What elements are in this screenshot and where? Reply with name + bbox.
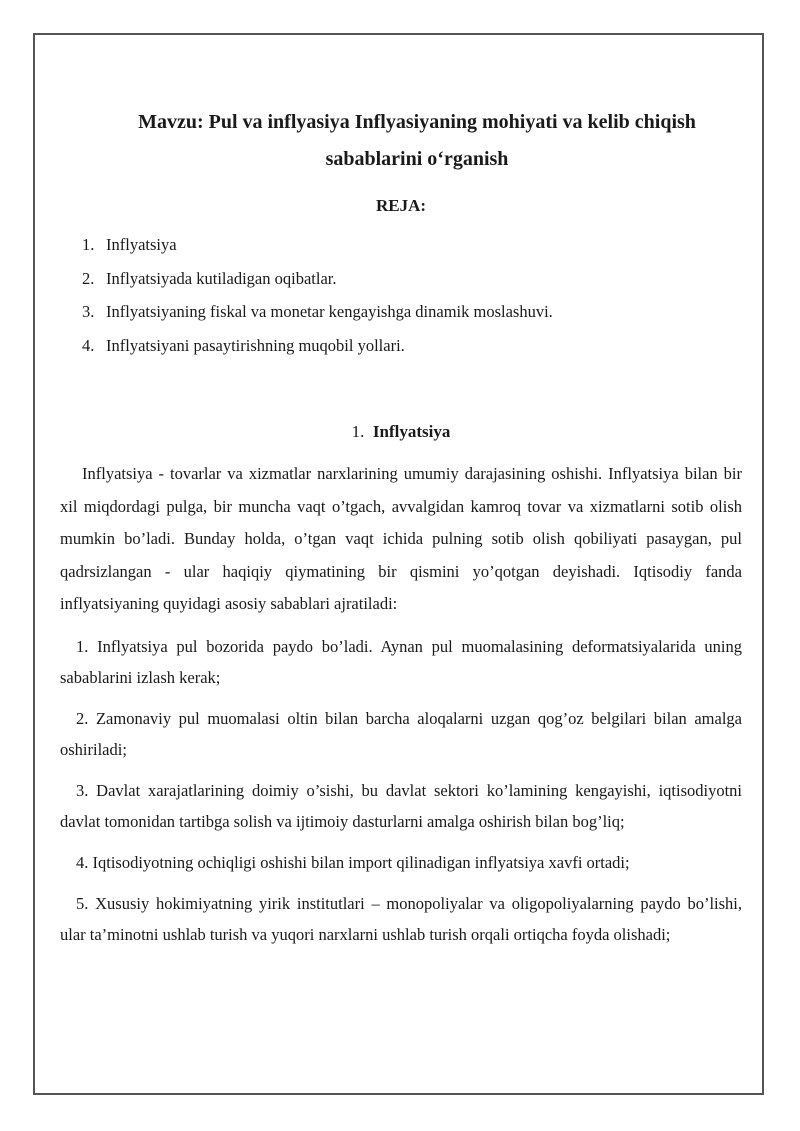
plan-item-text: Inflyatsiyani pasaytirishning muqobil yollari. (106, 335, 405, 355)
cause-paragraph: 1. Inflyatsiya pul bozorida paydo bo’ladi. Aynan pul muomalasining deformatsiyalarida uning sabablarini izlash kerak; (60, 636, 742, 687)
cause-paragraph: 2. Zamonaviy pul muomalasi oltin bilan barcha aloqalarni uzgan qog’oz belgilari bilan amalga oshiriladi; (60, 708, 742, 759)
plan-item (82, 228, 742, 262)
plan-item-number: 3. (82, 302, 95, 321)
plan-item-text: Inflyatsiyada kutiladigan oqibatlar. (106, 268, 337, 288)
document-body (60, 104, 742, 950)
plan-heading: REJA: (375, 196, 427, 215)
section-heading-text: Inflyatsiya (372, 422, 451, 441)
cause-paragraph: 3. Davlat xarajatlarining doimiy o’sishi, bu davlat sektori ko’lamining kengayishi, iqtisodiyotni davlat tomonidan tartibga solish va ijtimoiy dasturlarni amalga oshirish bilan bog’liq; (60, 780, 742, 831)
cause-paragraph: 5. Xususiy hokimiyatning yirik institutlari – monopoliyalar va oligopoliyalarning paydo bo’lishi, ular ta’minotni ushlab turish va yuqori narxlarni ushlab turish orqali ortiqcha foyda olishadi; (60, 893, 742, 944)
plan-item (82, 295, 742, 329)
plan-item-text: Inflyatsiya (106, 235, 177, 254)
section-heading (60, 420, 742, 444)
plan-item-text: Inflyatsiyaning fiskal va monetar kengayishga dinamik moslashuvi. (106, 302, 553, 321)
plan-item (82, 262, 742, 296)
plan-item-number: 4. (82, 335, 95, 355)
cause-paragraph: 4. Iqtisodiyotning ochiqligi oshishi bilan import qilinadigan inflyatsiya xavfi ortadi; (76, 852, 630, 872)
plan-item-number: 1. (82, 235, 95, 254)
section-heading-number: 1. (351, 422, 365, 441)
plan-list (60, 228, 742, 362)
document-title: Mavzu: Pul va inflyasiya Inflyasiyaning mohiyati va kelib chiqish sabablarini o‘rganish (138, 111, 696, 170)
plan-item-number: 2. (82, 268, 95, 288)
intro-paragraph: Inflyatsiya - tovarlar va xizmatlar narxlarining umumiy darajasining oshishi. Inflyatsiya bilan bir xil miqdordagi pulga, bir muncha vaqt o’tgach, avvalgidan kamroq tovar va xizmatlarni sotib olish mumkin bo’ladi. Bunday holda, o’tgan vaqt ichida pulning sotib olish qobiliyati pasaygan, pul qadrsizlangan - ular haqiqiy qiymatining bir qismini yo’qotgan deyishadi. Iqtisodiy fanda inflyatsiyaning quyidagi asosiy sabablari ajratiladi: (60, 464, 742, 614)
plan-item (82, 329, 742, 363)
